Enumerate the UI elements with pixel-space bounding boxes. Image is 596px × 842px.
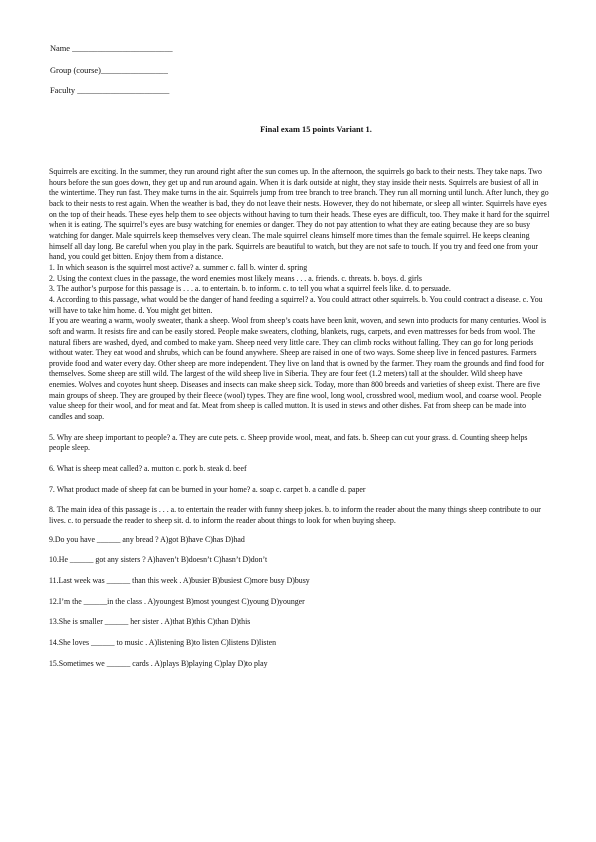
name-field-line: Name ________________________ [50, 44, 173, 53]
sheep-passage: If you are wearing a warm, wooly sweater, thank a sheep. Wool from sheep’s coats have been knit, woven, and sewn into products for many centuries. Wool is soft and warm. It resists fire and can be easily stored. People make sweaters, clothing, blankets, rugs, carpets, and even mattresses for beds from wool. The natural fibers are washed, dyed, and combed to make yarn. Sheep need very little care. They can climb rocks without falling. They can go for long periods without water. They eat wood and shrubs, which can be found anywhere. Sheep are raised in one of two ways. Some sheep live in fenced pastures. Farmers provide food and water every day. Other sheep are more independent. They live on land that is owned by the farmer. They roam the grounds and find food for themselves. Some sheep are still wild. The largest of the wild sheep live in Siberia. They are four feet (1.2 meters) tall at the shoulder. Wild sheep have enemies. Wolves and coyotes hunt sheep. Diseases and insects can make sheep sick. Today, more than 800 breeds and varieties of sheep exist. There are five main groups of sheep. They are grouped by their fleece (wool) types. They are fine wool, long wool, crossbred wool, medium wool, and coarse wool. People value sheep for their wool, and for meat and fat. Meat from sheep is called mutton. It is used in stews and other dishes. Fat from sheep can be made into candles and soap. [49, 316, 547, 422]
question-11: 11.Last week was ______ than this week . A)busier B)busiest C)more busy D)busy [49, 576, 310, 585]
exam-title: Final exam 15 points Variant 1. [260, 125, 372, 134]
question-5: 5. Why are sheep important to people? a. They are cute pets. c. Sheep provide wool, meat, and fats. b. Sheep can cut your grass. d. Counting sheep helps people sleep. [49, 432, 528, 453]
group-field-line: Group (course)________________ [50, 66, 168, 75]
question-9: 9.Do you have ______ any bread ? A)got B)have C)has D)had [49, 534, 245, 544]
question-3: 3. The author’s purpose for this passage is . . . a. to entertain. b. to inform. c. to tell you what a squirrel feels like. d. to persuade. [49, 284, 451, 294]
question-4: 4. According to this passage, what would be the danger of hand feeding a squirrel? a. You could attract other squirrels. b. You could contract a disease. c. You will have to take him home. d. You might get bitten. [49, 294, 543, 315]
question-13: 13.She is smaller ______ her sister . A)that B)this C)than D)this [49, 617, 251, 627]
question-2: 2. Using the context clues in the passage, the word enemies most likely means . . . a. friends. c. threats. b. boys. d. girls [49, 273, 422, 283]
question-7: 7. What product made of sheep fat can be burned in your home? a. soap c. carpet b. a candle d. paper [49, 484, 366, 494]
question-6: 6. What is sheep meat called? a. mutton c. pork b. steak d. beef [49, 464, 247, 474]
exam-body [49, 167, 550, 669]
question-8: 8. The main idea of this passage is . . . a. to entertain the reader with funny sheep jokes. b. to inform the reader about the many things sheep contribute to our lives. c. to persuade the reader to sheep sit. d. to inform the reader about things to look for when buying sheep. [49, 505, 541, 526]
squirrel-passage: Squirrels are exciting. In the summer, they run around right after the sun comes up. In the afternoon, the squirrels go back to their nests. They take naps. Two hours before the sun goes down, they get up and run around again. When it is dark outside at night, they stay inside their nests. Squirrels are busiest of all in the wintertime. They run fast. They make turns in the air. Squirrels jump from tree branch to tree branch. They run all morning until lunch. After lunch, they go back to their nests to rest again. When the weather is bad, they do not leave their nests. However, they do not hibernate, or sleep all winter. Squirrels have eyes on the top of their heads. These eyes help them to see objects without having to turn their heads. These eyes are difficult, too. They make it hard for the squirrel when it is eating. The squirrel’s eyes are busy watching for enemies or danger. They do not pay attention to what they are eating because they are so busy watching for danger. Male squirrels keep themselves very clean. The male squirrel cleans himself more times than the female squirrel. He keeps cleaning himself all day long. Be careful when you play in the park. Squirrels are beautiful to watch, but they are not safe to touch. If you try and feed one from your hand, you could get bitten. Enjoy them from a distance. [49, 167, 550, 262]
question-10: 10.He ______ got any sisters ? A)haven’t B)doesn’t C)hasn’t D)don’t [49, 555, 268, 565]
question-14: 14.She loves ______ to music . A)listening B)to listen C)listens D)listen [49, 637, 277, 647]
faculty-field-line: Faculty ______________________ [50, 86, 170, 95]
question-1: 1. In which season is the squirrel most active? a. summer c. fall b. winter d. spring [49, 262, 308, 272]
question-12: 12.I’m the ______in the class . A)youngest B)most youngest C)young D)younger [49, 596, 305, 606]
question-15: 15.Sometimes we ______ cards . A)plays B)playing C)play D)to play [49, 658, 268, 668]
